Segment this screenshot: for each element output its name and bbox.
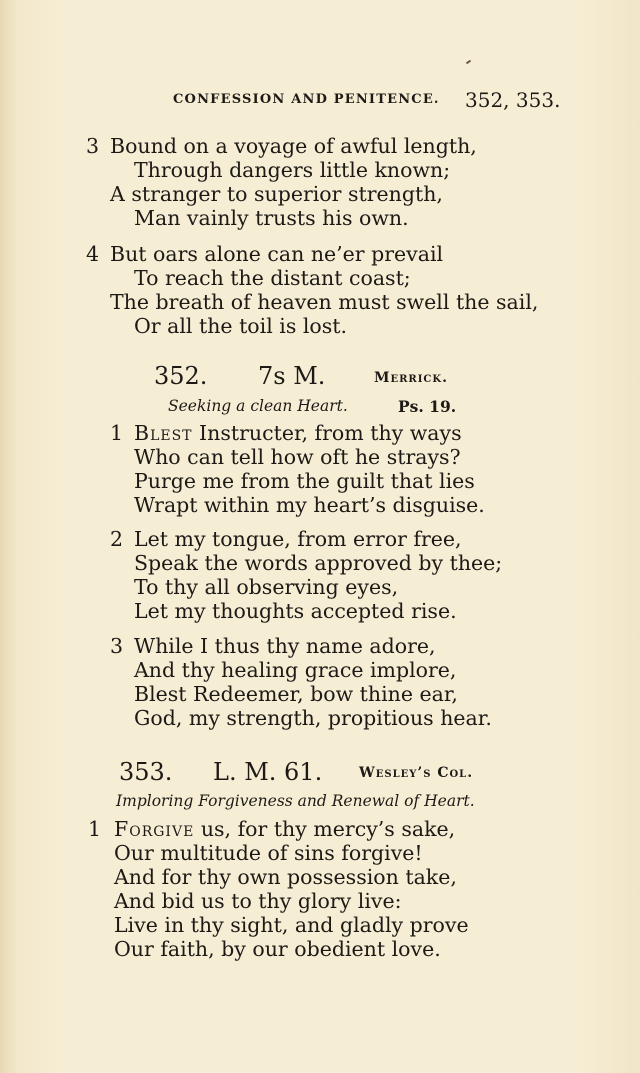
verse-line: Our faith, by our obedient love. <box>114 937 441 961</box>
verse-line: Wrapt within my heart’s disguise. <box>134 493 485 517</box>
hymn-number: 353. <box>119 758 173 786</box>
verse-line: A stranger to superior strength, <box>110 182 443 206</box>
running-header-numbers: 352, 353. <box>465 88 561 112</box>
verse-line: Let my tongue, from error free, <box>134 527 462 551</box>
verse-number: 3 <box>110 634 124 658</box>
verse-first-line-rest: us, for thy mercy’s sake, <box>194 817 456 841</box>
verse-line: Blest Redeemer, bow thine ear, <box>134 682 458 706</box>
running-header-title: CONFESSION AND PENITENCE. <box>173 92 440 107</box>
verse-line: Speak the words approved by thee; <box>134 551 503 575</box>
verse-line: While I thus thy name adore, <box>134 634 436 658</box>
verse-line: And thy healing grace implore, <box>134 658 457 682</box>
verse-line: The breath of heaven must swell the sail, <box>110 290 539 314</box>
verse-number: 4 <box>86 242 100 266</box>
scripture-reference: Ps. 19. <box>398 397 457 416</box>
hymn-subtitle: Imploring Forgiveness and Renewal of Heart. <box>116 792 475 810</box>
verse-line: Purge me from the guilt that lies <box>134 469 475 493</box>
verse-line: To reach the distant coast; <box>134 266 411 290</box>
hymn-tune: Merrick. <box>374 370 448 386</box>
verse-first-line <box>114 817 455 841</box>
verse-line: And for thy own possession take, <box>114 865 457 889</box>
verse-line: Our multitude of sins forgive! <box>114 841 423 865</box>
verse-first-line <box>134 421 462 445</box>
verse-line: But oars alone can ne’er prevail <box>110 242 444 266</box>
hymn-number: 352. <box>154 362 208 390</box>
verse-first-word: Forgive <box>114 817 195 841</box>
verse-first-line-rest: Instructer, from thy ways <box>192 421 462 445</box>
verse-first-word: Blest <box>134 421 193 445</box>
verse-line: God, my strength, propitious hear. <box>134 706 492 730</box>
hymn-subtitle: Seeking a clean Heart. <box>168 397 348 415</box>
verse-number: 2 <box>110 527 124 551</box>
verse-number: 1 <box>110 421 124 445</box>
verse-line: To thy all observing eyes, <box>134 575 399 599</box>
verse-line: And bid us to thy glory live: <box>114 889 402 913</box>
hymn-meter: 7s M. <box>258 362 326 390</box>
verse-number: 3 <box>86 134 100 158</box>
hymn-meter: L. M. 61. <box>213 758 323 786</box>
verse-line: Through dangers little known; <box>134 158 451 182</box>
verse-number: 1 <box>88 817 102 841</box>
verse-line: Who can tell how oft he strays? <box>134 445 461 469</box>
verse-line: Live in thy sight, and gladly prove <box>114 913 469 937</box>
verse-line: Let my thoughts accepted rise. <box>134 599 457 623</box>
verse-line: Or all the toil is lost. <box>134 314 348 338</box>
verse-line: Man vainly trusts his own. <box>134 206 409 230</box>
print-mark <box>466 60 471 65</box>
verse-line: Bound on a voyage of awful length, <box>110 134 477 158</box>
hymn-tune: Wesley’s Col. <box>359 765 474 781</box>
